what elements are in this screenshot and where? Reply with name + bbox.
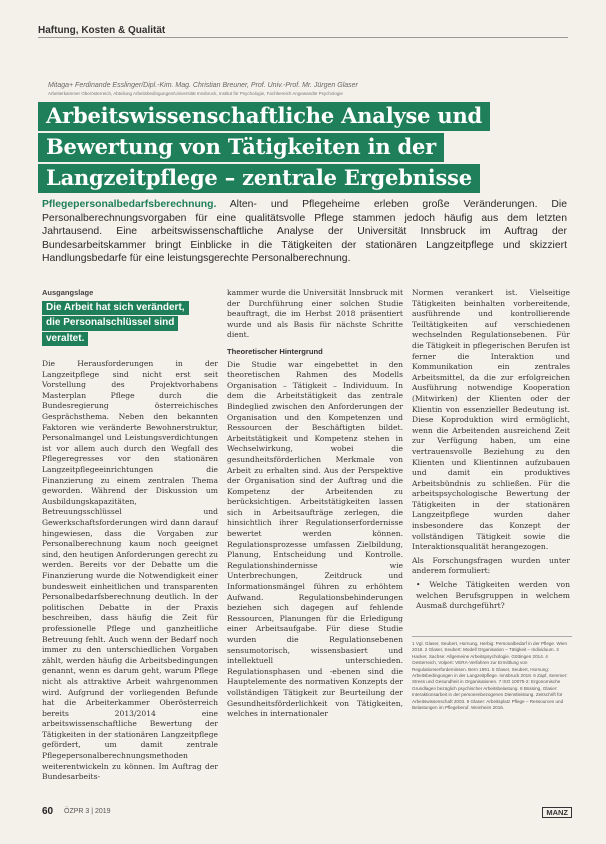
rubric-label: Ausgangslage	[42, 288, 94, 297]
lead-text: Alten- und Pflegeheime erleben große Veränderungen. Die Personalberechnungsvorgaben für eine qualitätsvolle Pflege stammen jedoch häufig aus dem letzten Jahrtausend. Eine arbeitswissenschaftliche Analyse der Universität Innsbruck im Auftrag der Bundesarbeitskammer bringt Einblicke in die Tätigkeiten der stationären Langzeitpflege und skizziert Handlungsbedarfe für eine leistungsgerechte Personalberechnung.	[42, 199, 567, 265]
section-header	[38, 18, 568, 38]
page-number: 60	[42, 806, 54, 817]
article-title	[38, 102, 508, 195]
question-list	[416, 580, 570, 612]
footnotes: 1 Vgl. Glaser, Seubert, Hornung, Herbig: Personalbedarf in der Pflege. Wien 2018. 2 Glaser, Seubert: Modell Organisation – Tätigkeit – Individuum. 3 Hacker, Sachse: Allgemeine Arbeitspsychologie. Göttingen 2014. 4 Oesterreich, Volpert: VERA-Verfahren zur Ermittlung von Regulationserfordernissen. Bern 1991. 5 Glaser, Seubert, Hornung: Arbeitsbedingungen in der Langzeitpflege. Innsbruck 2018. 6 Zapf, Semmer: Stress und Gesundheit in Organisationen. 7 ISO 10075-2: Ergonomische Grundlagen bezüglich psychischer Arbeitsbelastung. 8 Büssing, Glaser: Interaktionsarbeit in der personenbezogenen Dienstleistung. Zeitschrift für Arbeitswissenschaft 2003. 9 Glaser: Arbeitsplatz Pflege – Ressourcen und Belastungen im Pflegeberuf. Weinheim 2016.	[412, 636, 572, 711]
author-affiliation: Arbeiterkammer Oberösterreich, Abteilung Arbeitsbedingungen/Universität Innsbruck, Institut für Psychologie, Fachbereich Angewandte Psychologie	[48, 91, 343, 96]
body-paragraph: Als Forschungsfragen wurden unter anderem formuliert:	[412, 555, 570, 576]
title-line-1: Arbeitswissenschaftliche Analyse und	[38, 102, 490, 131]
title-line-2: Bewertung von Tätigkeiten in der	[38, 133, 444, 162]
column-3	[412, 288, 570, 614]
list-item: • Welche Tätigkeiten werden von welchen Berufsgruppen in welchem Ausmaß durchgeführt?	[416, 580, 570, 612]
lead-paragraph	[42, 198, 567, 266]
subtitle-banner-line-1: Die Arbeit hat sich verändert,	[42, 301, 189, 316]
subtitle-banner-line-2: die Personalschlüssel sind	[42, 316, 178, 331]
body-paragraph: kammer wurde die Universität Innsbruck mit der Durchführung einer solchen Studie beauftragt, die im Herbst 2018 präsentiert wurde und als Basis für nächste Schritte dient.	[227, 288, 403, 340]
lead-kicker: Pflegepersonalbedarfsberechnung.	[42, 199, 217, 210]
page-footer	[42, 806, 572, 822]
publisher-logo: MANZ	[542, 807, 572, 818]
body-paragraph: Die Herausforderungen in der Langzeitpflege sind nicht erst seit Vorstellung des Projektvorhabens Masterplan Pflege durch die Bundesregierung österreichisches Gesprächsthema. Neben den bekannten Faktoren wie veränderte Bewohnerstruktur, Personalmangel und Leistungsverdichtungen ist vor allem auch durch den Wegfall des Pflegeregresses vor den stationären Langzeitpflegeeinrichtungen die Finanzierung zu einem zentralen Thema geworden. Während der Diskussion um Ausbildungskapazitäten, Betreuungsschlüssel und Gewerkschaftsforderungen wird dann darauf hingewiesen, dass die Vorgaben zur Personalberechnung kaum noch geeignet sind, den heutigen Anforderungen gerecht zu werden. Bereits vor der Debatte um die Finanzierung wurde die Notwendigkeit einer bundesweit einheitlichen und transparenten Personalbedarfsberechnung deutlich. In der politischen Debatte in der Praxis beschreiben, dass häufig die Zeit für professionelle Pflege und ganzheitliche Betreuung fehlt. Auch wenn der Bedarf noch immer zu den unterschiedlichen Vorgaben zählt, werden häufig die Arbeitsbedingungen genannt, wenn es darum geht, warum Pflege nicht als attraktive Arbeit wahrgenommen wird. Aufgrund der vorliegenden Befunde hat die Arbeiterkammer Oberösterreich bereits 2013/2014 eine arbeitswissenschaftliche Bewertung der Tätigkeiten in der stationären Langzeitpflege gefördert, um damit zentrale Pflegepersonalberechnungsmethoden weiterentwickeln zu können. Im Auftrag der Bundesarbeits-	[42, 359, 218, 782]
journal-name: ÖZPR 3 | 2019	[64, 808, 111, 815]
column-1	[42, 288, 218, 786]
body-paragraph: Normen verankert ist. Vielseitige Tätigkeiten beinhalten vorbereitende, ausführende und kontrollierende Teiltätigkeiten auf verschiedenen wechselnden Regulationsebenen. Für die Tätigkeit in pflegerischen Berufen ist ferner die Interaktion und Kommunikation ein zentrales Arbeitsmittel, da die zur erfolgreichen Ausführung notwendige Kooperation (Mitwirken) der Klienten oder der Klientin von essenzieller Bedeutung ist. Diese Koproduktion wird ermöglicht, wenn die Arbeitenden ausreichend Zeit zur Verfügung haben, um eine vertrauensvolle Beziehung zu den Klienten und Klientinnen aufzubauen und damit ein produktives Arbeitsbündnis zu schließen. Für die arbeitspsychologische Bewertung der Tätigkeiten in der stationären Langzeitpflege wurden daher insbesondere das Konzept der vollständigen Tätigkeit sowie die Interaktionsqualität herangezogen.	[412, 288, 570, 552]
subtitle-banner-line-3: veraltet.	[42, 332, 88, 347]
section-subheading: Theoretischer Hintergrund	[227, 346, 323, 356]
column-2	[227, 288, 403, 723]
title-line-3: Langzeitpflege – zentrale Ergebnisse	[38, 164, 480, 193]
section-label: Haftung, Kosten & Qualität	[38, 25, 166, 36]
body-paragraph: Die Studie war eingebettet in den theoretischen Rahmen des Modells Organisation – Tätigkeit – Individuum. In dem die Arbeitstätigkeit das zentrale Bindeglied zwischen den Anforderungen der Organisation und den Kompetenzen und Ressourcen der Beschäftigten bildet. Arbeitstätigkeit und Kompetenz stehen in Wechselwirkung, wobei die gesundheitsförderlichen Merkmale von Arbeit zu erhalten sind. Aus der Perspektive der Organisation sind der Auftrag und die Kompetenz der Arbeitenden zu berücksichtigen. Arbeitstätigkeiten lassen sich in Arbeitsaufträge zerlegen, die hinsichtlich ihrer Regulationserfordernisse bewertet werden können. Regulationsprozesse umfassen Zielbildung, Planung, Entscheidung und Kontrolle. Regulationshindernisse wie Unterbrechungen, Zeitdruck und Informationsmängel führen zu erhöhtem Aufwand. Regulationsbehinderungen beziehen sich dagegen auf fehlende Ressourcen, Planungen für die Erledigung einer Arbeitsaufgabe. Für diese Studie wurden die Regulationsebenen sensumotorisch, wissensbasiert und intellektuell unterschieden. Regulationsphasen und -ebenen sind die Hauptelemente des normativen Konzepts der vollständigen Tätigkeit zur Beurteilung der Gesundheitsförderlichkeit von Tätigkeiten, welches in internationaler	[227, 359, 403, 719]
author-byline: Mitaga+ Ferdinande Esslinger/Dipl.-Kim. Mag. Christian Breuner, Prof. Univ.-Prof. Mr. Jürgen Glaser	[48, 82, 358, 89]
